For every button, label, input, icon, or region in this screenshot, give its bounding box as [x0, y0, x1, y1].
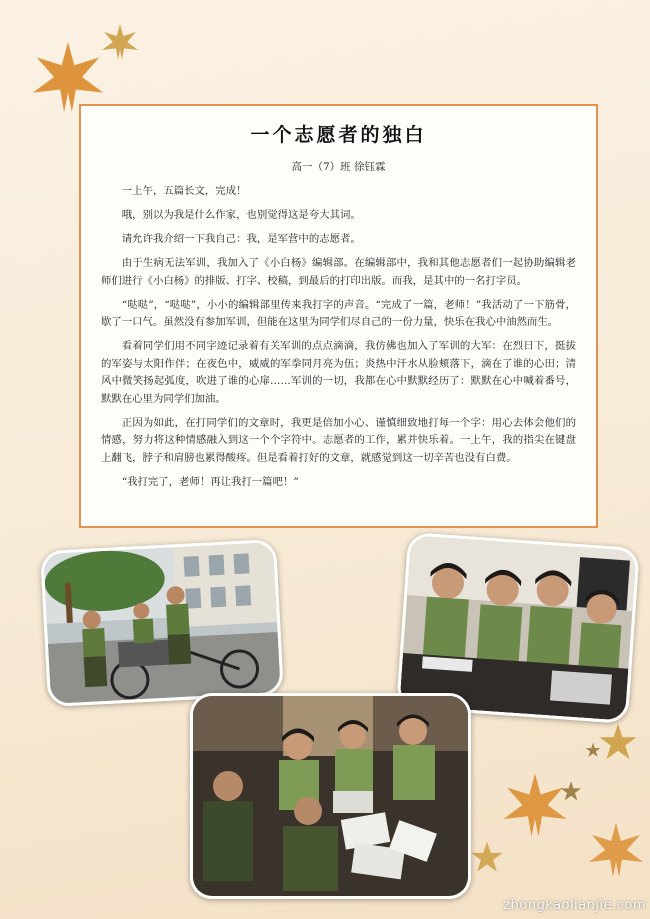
article-title: 一个志愿者的独白: [250, 124, 427, 146]
star-icon: [470, 840, 504, 874]
article-author: 高一（7）班 徐钰霖: [291, 161, 386, 173]
article-frame: [79, 104, 598, 528]
star-icon: [598, 722, 638, 762]
star-icon: [585, 742, 601, 758]
article-paragraph: “哒哒”，“哒哒”，小小的编辑部里传来我打字的声音。“完成了一篇，老师！”我活动了一下筋骨，歇了一口气。虽然没有参加军训，但能在这里为同学们尽自己的一份力量，快乐在我心中油然而生。: [101, 298, 576, 328]
watermark-text: zhongkaolianjie.com: [503, 898, 646, 913]
article-paragraph: 看着同学们用不同字迹记录着有关军训的点点滴滴，我仿佛也加入了军训的大军：在烈日下，挺拔的军姿与太阳作伴；在夜色中，威威的军拳同月亮为伍；炎热中汗水从脸颊落下，滴在了谁的心田；清风中微笑扬起弧度，吹进了谁的心扉……军训的一切，我都在心中默默经历了：默默在心中喊着番号，默默在心里为同学们加油。: [101, 340, 576, 405]
photo-tricycle-cart: [40, 539, 284, 707]
article-paragraph: 一上午，五篇长文，完成！: [121, 185, 247, 197]
star-icon: [560, 780, 582, 802]
article-paragraph: 哦，别以为我是什么作家，也别觉得这是夸大其词。: [121, 209, 361, 221]
maple-leaf-icon: [586, 820, 646, 880]
photo-editing-papers: [190, 693, 471, 899]
maple-leaf-icon: [100, 22, 140, 62]
article-paragraph: 请允许我介绍一下我自己：我，是军营中的志愿者。: [121, 233, 361, 245]
article-paragraph: 正因为如此，在打同学们的文章时，我更是倍加小心、谨慎细致地打每一个字：用心去体会他们的情感，努力将这种情感融入到这一个个字符中。志愿者的工作，累并快乐着。一上午，我的指尖在键盘上翻飞，脖子和肩膀也累得酸疼。但是看着打好的文章，就感觉到这一切辛苦也没有白费。: [101, 416, 576, 464]
article-paragraph: 由于生病无法军训，我加入了《小白杨》编辑部。在编辑部中，我和其他志愿者们一起协助编辑老师们进行《小白杨》的排版、打字、校稿，到最后的打印出版。而我，是其中的一名打字员。: [101, 257, 576, 287]
article-paragraph: “我打完了，老师！再让我打一篇吧！”: [121, 475, 299, 488]
